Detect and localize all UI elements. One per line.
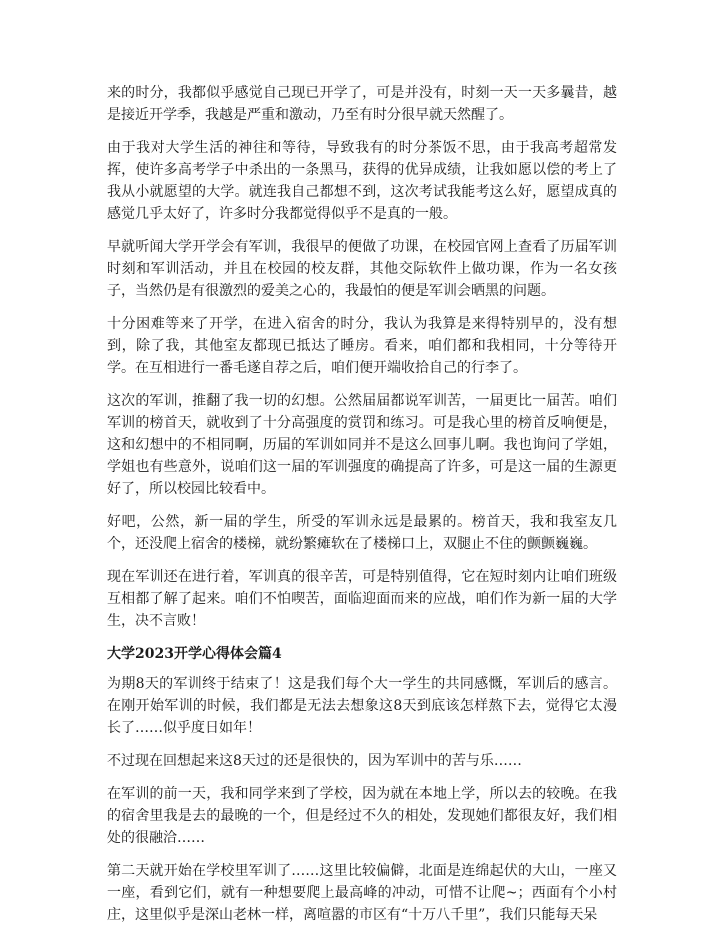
paragraph: 十分困难等来了开学，在进入宿舍的时分，我认为我算是来得特别早的，没有想到，除了我，其他室友都现已抵达了睡房。看来，咱们都和我相同，十分等待开学。在互相进行一番毛遂自荐之后，咱们便开端收拾自己的行李了。	[107, 316, 617, 376]
paragraph: 第二天就开始在学校里军训了……这里比较偏僻，北面是连绵起伏的大山，一座又一座，看到它们，就有一种想要爬上最高峰的冲动，可惜不让爬~；西面有个小村庄，这里似乎是深山老林一样，离喧嚣的市区有“十万八千里”，我们只能每天呆	[107, 863, 617, 923]
paragraph: 不过现在回想起来这8天过的还是很快的，因为军训中的苦与乐……	[107, 753, 522, 769]
paragraph: 现在军训还在进行着，军训真的很辛苦，可是特别值得，它在短时刻内让咱们班级互相都了解了起来。咱们不怕喫苦，面临迎面而来的应战，咱们作为新一届的大学生，决不言败！	[107, 569, 617, 629]
section-heading: 大学2023开学心得体会篇4	[107, 646, 282, 662]
paragraph: 这次的军训，推翻了我一切的幻想。公然届届都说军训苦，一届更比一届苦。咱们军训的榜首天，就收到了十分高强度的赏罚和练习。可是我心里的榜首反响便是，这和幻想中的不相同啊，历届的军训如同并不是这么回事儿啊。我也询问了学姐，学姐也有些意外，说咱们这一届的军训强度的确提高了许多，可是这一届的生源更好了，所以校园比较看中。	[107, 393, 617, 497]
document-body	[107, 82, 617, 937]
paragraph: 为期8天的军训终于结束了！这是我们每个大一学生的共同感慨，军训后的感言。在刚开始军训的时候，我们都是无法去想象这8天到底该怎样熬下去，觉得它太漫长了……似乎度日如年！	[107, 676, 617, 736]
paragraph: 好吧，公然，新一届的学生，所受的军训永远是最累的。榜首天，我和我室友几个，还没爬上宿舍的楼梯，就纷繁瘫软在了楼梯口上，双腿止不住的颤颤巍巍。	[107, 514, 617, 552]
paragraph: 来的时分，我都似乎感觉自己现已开学了，可是并没有，时刻一天一天多曩昔，越是接近开学季，我越是严重和激动，乃至有时分很早就天然醒了。	[107, 85, 617, 123]
paragraph: 由于我对大学生活的神往和等待，导致我有的时分茶饭不思，由于我高考超常发挥，使许多高考学子中杀出的一条黑马，获得的优异成绩，让我如愿以偿的考上了我从小就愿望的大学。就连我自己都想不到，这次考试我能考这么好，愿望成真的感觉几乎太好了，许多时分我都觉得似乎不是真的一般。	[107, 140, 617, 222]
paragraph: 在军训的前一天，我和同学来到了学校，因为就在本地上学，所以去的较晚。在我的宿舍里我是去的最晚的一个，但是经过不久的相处，发现她们都很友好，我们相处的很融洽……	[107, 786, 617, 846]
paragraph: 早就听闻大学开学会有军训，我很早的便做了功课，在校园官网上查看了历届军训时刻和军训活动，并且在校园的校友群，其他交际软件上做功课，作为一名女孩子，当然仍是有很激烈的爱美之心的，我最怕的便是军训会晒黑的问题。	[107, 239, 617, 299]
